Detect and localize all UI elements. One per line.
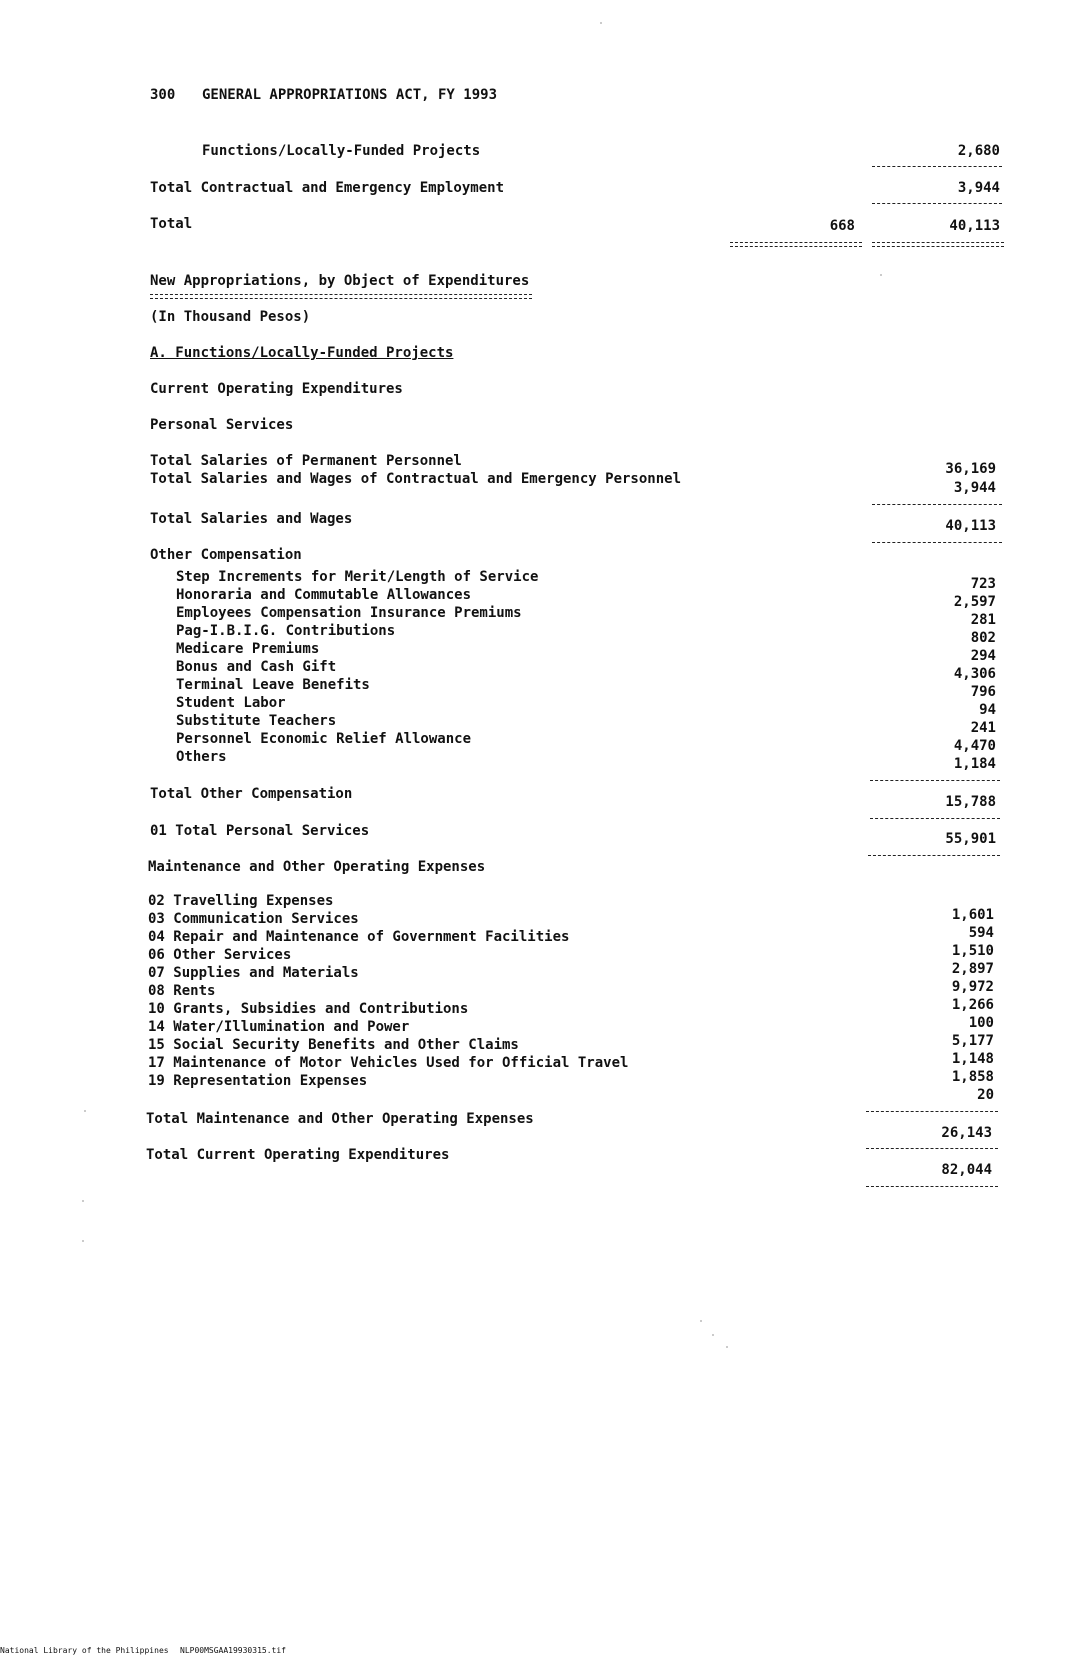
scan-speck [82,1200,84,1202]
other-compensation-heading: Other Compensation [150,547,302,563]
divider [872,504,1002,505]
list-item: 19 Representation Expenses [148,1073,368,1089]
personal-services-heading: Personal Services [150,417,294,433]
divider [870,818,1000,819]
list-value: 1,266 [951,997,994,1013]
scan-speck [726,1346,728,1348]
divider [870,780,1000,781]
list-value: 5,177 [951,1033,994,1049]
permanent-salaries-label: Total Salaries of Permanent Personnel [150,453,462,469]
divider [872,203,1002,204]
divider [872,166,1002,167]
functions-label: Functions/Locally-Funded Projects [202,143,481,159]
scan-speck [700,1320,702,1322]
total-value-2: 40,113 [949,218,1000,234]
list-item: 14 Water/Illumination and Power [148,1019,410,1035]
divider [868,855,1000,856]
scan-speck [880,274,882,276]
scan-speck [84,1110,86,1112]
total-personal-services-label: 01 Total Personal Services [150,823,370,839]
total-current-operating-value: 82,044 [941,1162,992,1178]
permanent-salaries-value: 36,169 [945,461,996,477]
divider [866,1111,998,1112]
list-item: Step Increments for Merit/Length of Service [176,569,539,585]
total-mooe-label: Total Maintenance and Other Operating Expenses [146,1111,534,1127]
list-item: 17 Maintenance of Motor Vehicles Used for Official Travel [148,1055,629,1071]
total-other-compensation-value: 15,788 [945,794,996,810]
mooe-heading: Maintenance and Other Operating Expenses [148,859,486,875]
total-value-1: 668 [829,218,855,234]
total-mooe-value: 26,143 [941,1125,992,1141]
list-value: 1,601 [951,907,994,923]
page-number: 300 [150,87,176,103]
list-item: 02 Travelling Expenses [148,893,334,909]
footer-file: NLP00MSGAA19930315.tif [180,1646,286,1655]
divider [866,1186,998,1187]
contractual-label: Total Contractual and Emergency Employment [150,180,505,196]
list-value: 100 [968,1015,994,1031]
double-divider [730,242,862,247]
list-value: 94 [979,702,996,718]
list-value: 9,972 [951,979,994,995]
list-item: 06 Other Services [148,947,292,963]
total-current-operating-label: Total Current Operating Expenditures [146,1147,450,1163]
subheading: A. Functions/Locally-Funded Projects [150,345,454,361]
total-salaries-label: Total Salaries and Wages [150,511,353,527]
double-divider [872,242,1004,247]
list-value: 723 [970,576,996,592]
list-value: 281 [970,612,996,628]
section-title: New Appropriations, by Object of Expenditures [150,273,530,289]
list-item: Honoraria and Commutable Allowances [176,587,472,603]
list-item: Bonus and Cash Gift [176,659,337,675]
contractual-salaries-value: 3,944 [953,480,996,496]
list-value: 1,510 [951,943,994,959]
list-value: 20 [977,1087,994,1103]
scan-speck [82,1240,84,1242]
list-item: 15 Social Security Benefits and Other Claims [148,1037,519,1053]
list-item: Employees Compensation Insurance Premiums [176,605,522,621]
divider [872,542,1002,543]
footer-library: National Library of the Philippines [0,1646,169,1655]
list-item: Pag-I.B.I.G. Contributions [176,623,396,639]
list-value: 1,148 [951,1051,994,1067]
list-value: 796 [970,684,996,700]
current-operating-heading: Current Operating Expenditures [150,381,403,397]
total-label: Total [150,216,193,232]
scan-speck [712,1334,714,1336]
units-note: (In Thousand Pesos) [150,309,311,325]
list-value: 2,897 [951,961,994,977]
list-value: 4,306 [953,666,996,682]
list-value: 241 [970,720,996,736]
total-salaries-value: 40,113 [945,518,996,534]
list-item: 04 Repair and Maintenance of Government Facilities [148,929,570,945]
contractual-salaries-label: Total Salaries and Wages of Contractual and Emergency Personnel [150,471,682,487]
list-item: Medicare Premiums [176,641,320,657]
list-item: Substitute Teachers [176,713,337,729]
functions-value: 2,680 [957,143,1000,159]
list-value: 1,184 [953,756,996,772]
list-item: 10 Grants, Subsidies and Contributions [148,1001,469,1017]
list-value: 1,858 [951,1069,994,1085]
list-value: 294 [970,648,996,664]
list-value: 4,470 [953,738,996,754]
list-value: 594 [968,925,994,941]
list-item: Terminal Leave Benefits [176,677,370,693]
title-double-underline [150,294,532,299]
total-other-compensation-label: Total Other Compensation [150,786,353,802]
list-value: 2,597 [953,594,996,610]
contractual-value: 3,944 [957,180,1000,196]
list-item: 03 Communication Services [148,911,359,927]
total-personal-services-value: 55,901 [945,831,996,847]
list-value: 802 [970,630,996,646]
scan-speck [600,22,602,24]
list-item: Personnel Economic Relief Allowance [176,731,472,747]
page-title: GENERAL APPROPRIATIONS ACT, FY 1993 [202,87,498,103]
list-item: 08 Rents [148,983,216,999]
list-item: Student Labor [176,695,286,711]
list-item: Others [176,749,227,765]
list-item: 07 Supplies and Materials [148,965,359,981]
divider [866,1148,998,1149]
